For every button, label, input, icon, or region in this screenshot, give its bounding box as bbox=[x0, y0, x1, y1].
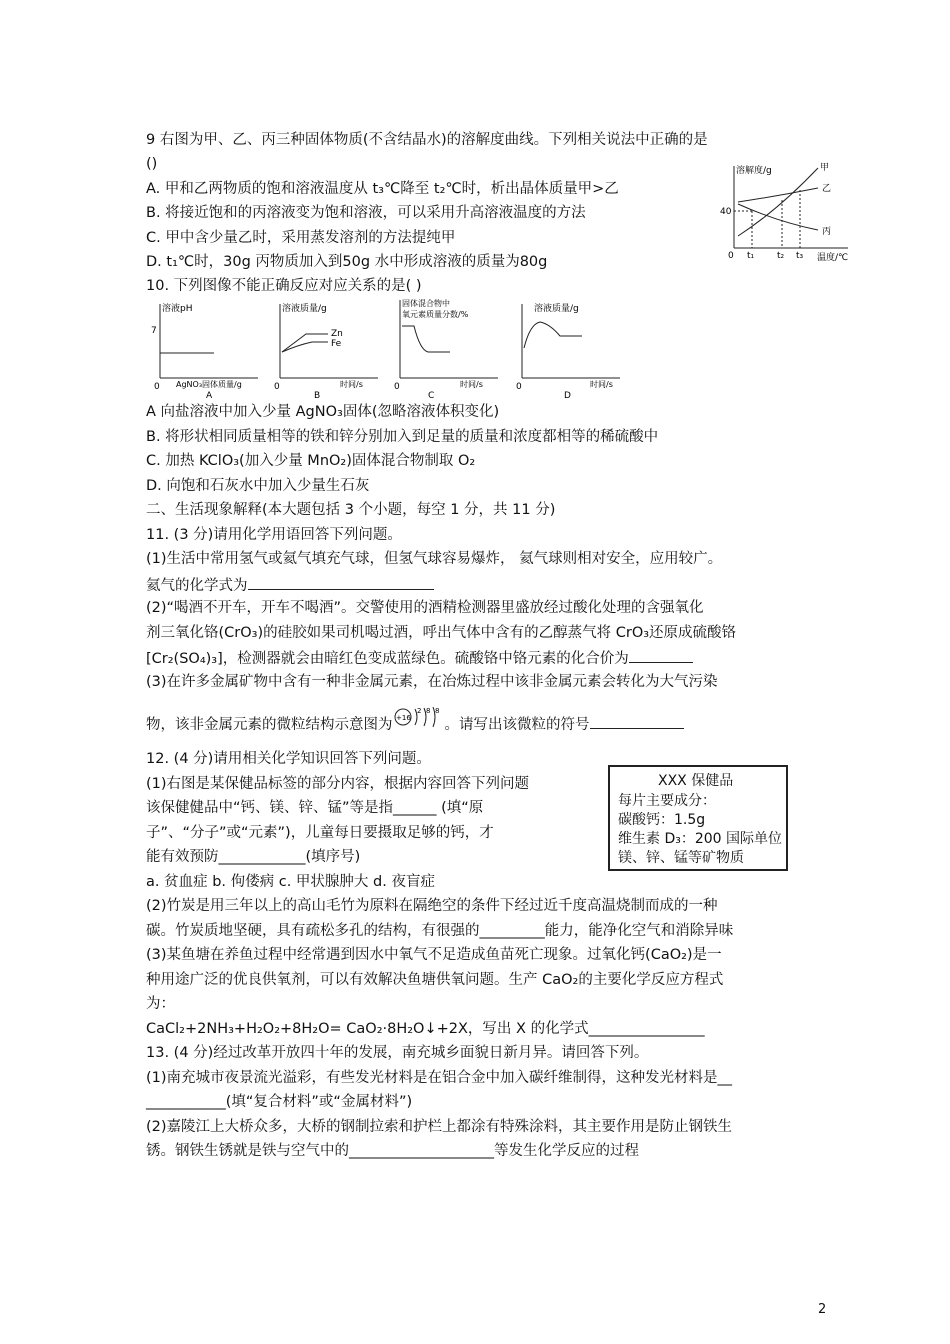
q11-part2-text: [Cr₂(SO₄)₃]，检测器就会由暗红色变成蓝绿色。硫酸铬中铬元素的化合价为 bbox=[146, 651, 629, 667]
q12-part3-line3: 为： bbox=[146, 996, 175, 1012]
q9-option-c: C. 甲中含少量乙时，采用蒸发溶剂的方法提纯甲 bbox=[146, 230, 456, 246]
section-2-title: 二、生活现象解释(本大题包括 3 个小题，每空 1 分，共 11 分) bbox=[146, 502, 556, 518]
atom-structure-diagram bbox=[393, 707, 445, 734]
graph-a-origin: 0 bbox=[154, 382, 160, 392]
q12-part2-line2: 碳。竹炭质地坚硬，具有疏松多孔的结构，有很强的_________能力，能净化空气和消除异味 bbox=[146, 923, 734, 939]
q10-option-c: C. 加热 KClO₃(加入少量 MnO₂)固体混合物制取 O₂ bbox=[146, 453, 476, 469]
q12-part1-line2: 该保健健品中“钙、镁、锌、锰”等是指______ (填“原 bbox=[146, 800, 484, 816]
q11-part1-line2 bbox=[146, 575, 434, 595]
q10-option-d: D. 向饱和石灰水中加入少量生石灰 bbox=[146, 478, 370, 494]
chart-origin: 0 bbox=[728, 251, 734, 261]
curve-d bbox=[524, 322, 582, 348]
q9-option-b: B. 将接近饱和的丙溶液变为饱和溶液，可以采用升高溶液温度的方法 bbox=[146, 205, 586, 221]
graph-b bbox=[268, 300, 380, 400]
q11-part3-line1: (3)在许多金属矿物中含有一种非金属元素，在冶炼过程中该非金属元素会转化为大气污染 bbox=[146, 674, 718, 690]
chart-xlabel: 温度/℃ bbox=[817, 253, 849, 263]
graph-b-curve-fe: Fe bbox=[331, 339, 342, 349]
atom-structure-icon bbox=[393, 702, 445, 732]
atom-shell-1: 2 bbox=[416, 707, 421, 715]
chart-y-tick: 40 bbox=[720, 207, 732, 217]
curve-c bbox=[402, 326, 450, 352]
graph-c bbox=[388, 296, 500, 400]
q11-part1-text: 氦气的化学式为 bbox=[146, 578, 248, 594]
graph-c-ylabel-1: 固体混合物中 bbox=[402, 299, 450, 308]
q12-part1-line3: 子”、“分子”或“元素”)，儿童每日要摄取足够的钙，才 bbox=[146, 825, 494, 841]
graph-d-origin: 0 bbox=[516, 382, 522, 392]
graph-b-xlabel: 时间/s bbox=[340, 380, 363, 389]
curve-label-jia: 甲 bbox=[820, 163, 830, 173]
graph-a bbox=[148, 300, 260, 400]
q13-part2-line2: 锈。钢铁生锈就是铁与空气中的____________________等发生化学反应的过程 bbox=[146, 1143, 639, 1159]
q9-paren: () bbox=[146, 156, 158, 172]
q12-choices: a. 贫血症 b. 佝偻病 c. 甲状腺肿大 d. 夜盲症 bbox=[146, 874, 435, 890]
q9-option-a: A. 甲和乙两物质的饱和溶液温度从 t₃℃降至 t₂℃时，析出晶体质量甲>乙 bbox=[146, 181, 619, 197]
q12-part3-line1: (3)某鱼塘在养鱼过程中经常遇到因水中氧气不足造成鱼苗死亡现象。过氧化钙(CaO₂)是一 bbox=[146, 947, 722, 963]
atom-shell-2: 8 bbox=[425, 707, 430, 715]
graph-a-ylabel: 溶液pH bbox=[162, 304, 193, 314]
q13-stem: 13. (4 分)经过改革开放四十年的发展，南充城乡面貌日新月异。请回答下列。 bbox=[146, 1045, 649, 1061]
q11-part2-line2: 剂三氧化铬(CrO₃)的硅胶如果司机喝过酒，呼出气体中含有的乙醇蒸气将 CrO₃还原成硫酸铬 bbox=[146, 625, 737, 641]
graph-d-letter: D bbox=[564, 391, 571, 400]
q13-part2-line1: (2)嘉陵江上大桥众多，大桥的钢制拉索和护栏上都涂有特殊涂料，其主要作用是防止钢铁生 bbox=[146, 1119, 733, 1135]
q12-stem: 12. (4 分)请用相关化学知识回答下列问题。 bbox=[146, 751, 431, 767]
curve-jia bbox=[738, 168, 818, 236]
q11-part1-line1: (1)生活中常用氢气或氦气填充气球，但氢气球容易爆炸， 氦气球则相对安全，应用较广。 bbox=[146, 551, 723, 567]
atom-shell-3: 8 bbox=[434, 707, 439, 715]
supplement-label-title: XXX 保健品 bbox=[658, 773, 734, 789]
graph-d-ylabel: 溶液质量/g bbox=[534, 304, 579, 314]
graph-b-origin: 0 bbox=[274, 382, 280, 392]
graph-c-xlabel: 时间/s bbox=[460, 380, 483, 389]
q11-stem: 11. (3 分)请用化学用语回答下列问题。 bbox=[146, 527, 402, 543]
q13-part1-line2: ___________(填“复合材料”或“金属材料”) bbox=[146, 1094, 413, 1110]
q11-answer-2[interactable] bbox=[629, 648, 693, 663]
curve-bing bbox=[738, 204, 818, 230]
chart-x-tick-t2: t₂ bbox=[777, 251, 785, 261]
supplement-label-line-4: 镁、锌、锰等矿物质 bbox=[618, 850, 744, 866]
q11-part2-line1: (2)“喝酒不开车，开车不喝酒”。交警使用的酒精检测器里盛放经过酸化处理的含强氧化 bbox=[146, 600, 704, 616]
q11-answer-3[interactable] bbox=[590, 714, 684, 729]
q12-equation: CaCl₂+2NH₃+H₂O₂+8H₂O= CaO₂·8H₂O↓+2X，写出 X 的化学式________________ bbox=[146, 1021, 705, 1037]
graph-c-ylabel-2: 氧元素质量分数/% bbox=[402, 310, 469, 319]
graph-d-xlabel: 时间/s bbox=[590, 380, 613, 389]
chart-ylabel: 溶解度/g bbox=[736, 166, 772, 176]
graph-b-letter: B bbox=[314, 391, 321, 400]
supplement-label bbox=[608, 765, 788, 871]
chart-x-tick-t3: t₃ bbox=[796, 251, 804, 261]
solubility-chart bbox=[718, 160, 858, 265]
graph-c-origin: 0 bbox=[394, 382, 400, 392]
q9-option-d: D. t₁℃时，30g 丙物质加入到50g 水中形成溶液的质量为80g bbox=[146, 254, 548, 270]
graph-a-letter: A bbox=[206, 391, 213, 400]
supplement-label-line-2: 碳酸钙：1.5g bbox=[618, 812, 706, 828]
q9-stem: 9 右图为甲、乙、丙三种固体物质(不含结晶水)的溶解度曲线。下列相关说法中正确的是 bbox=[146, 132, 708, 148]
q12-part1-line4: 能有效预防____________(填序号) bbox=[146, 849, 361, 865]
q12-part1-line1: (1)右图是某保健品标签的部分内容，根据内容回答下列问题 bbox=[146, 776, 530, 792]
supplement-label-line-3: 维生素 D₃：200 国际单位 bbox=[618, 831, 783, 847]
q10-option-a: A 向盐溶液中加入少量 AgNO₃固体(忽略溶液体积变化) bbox=[146, 404, 500, 420]
graph-d bbox=[510, 300, 622, 400]
graph-a-xlabel: AgNO₃固体质量/g bbox=[176, 380, 242, 389]
graph-c-letter: C bbox=[428, 391, 435, 400]
supplement-label-line-1: 每片主要成分： bbox=[618, 793, 716, 809]
q11-answer-1[interactable] bbox=[248, 575, 434, 590]
curve-yi bbox=[738, 188, 818, 202]
chart-x-tick-t1: t₁ bbox=[747, 251, 755, 261]
curve-label-yi: 乙 bbox=[822, 184, 832, 194]
q10-stem: 10. 下列图像不能正确反应对应关系的是( ) bbox=[146, 278, 422, 294]
q11-part3-text-b: 。请写出该微粒的符号 bbox=[444, 717, 590, 733]
q12-part3-line2: 种用途广泛的优良供氧剂，可以有效解决鱼塘供氧问题。生产 CaO₂的主要化学反应方程式 bbox=[146, 972, 724, 988]
page-number: 2 bbox=[818, 1302, 827, 1317]
q11-part3-text-a: 物，该非金属元素的微粒结构示意图为 bbox=[146, 717, 393, 733]
q11-part3-line2 bbox=[146, 707, 684, 734]
q10-option-b: B. 将形状相同质量相等的铁和锌分别加入到足量的质量和浓度都相等的稀硫酸中 bbox=[146, 429, 659, 445]
curve-label-bing: 丙 bbox=[822, 227, 832, 237]
q11-part2-line3 bbox=[146, 648, 693, 668]
q12-part2-line1: (2)竹炭是用三年以上的高山毛竹为原料在隔绝空的条件下经过近千度高温烧制而成的一种 bbox=[146, 898, 718, 914]
atom-nucleus: +16 bbox=[395, 714, 411, 722]
graph-b-ylabel: 溶液质量/g bbox=[282, 304, 327, 314]
graph-a-tick: 7 bbox=[151, 326, 157, 336]
q13-part1-line1: (1)南充城市夜景流光溢彩，有些发光材料是在铝合金中加入碳纤维制得，这种发光材料是__ bbox=[146, 1070, 733, 1086]
graph-b-curve-zn: Zn bbox=[331, 329, 343, 339]
